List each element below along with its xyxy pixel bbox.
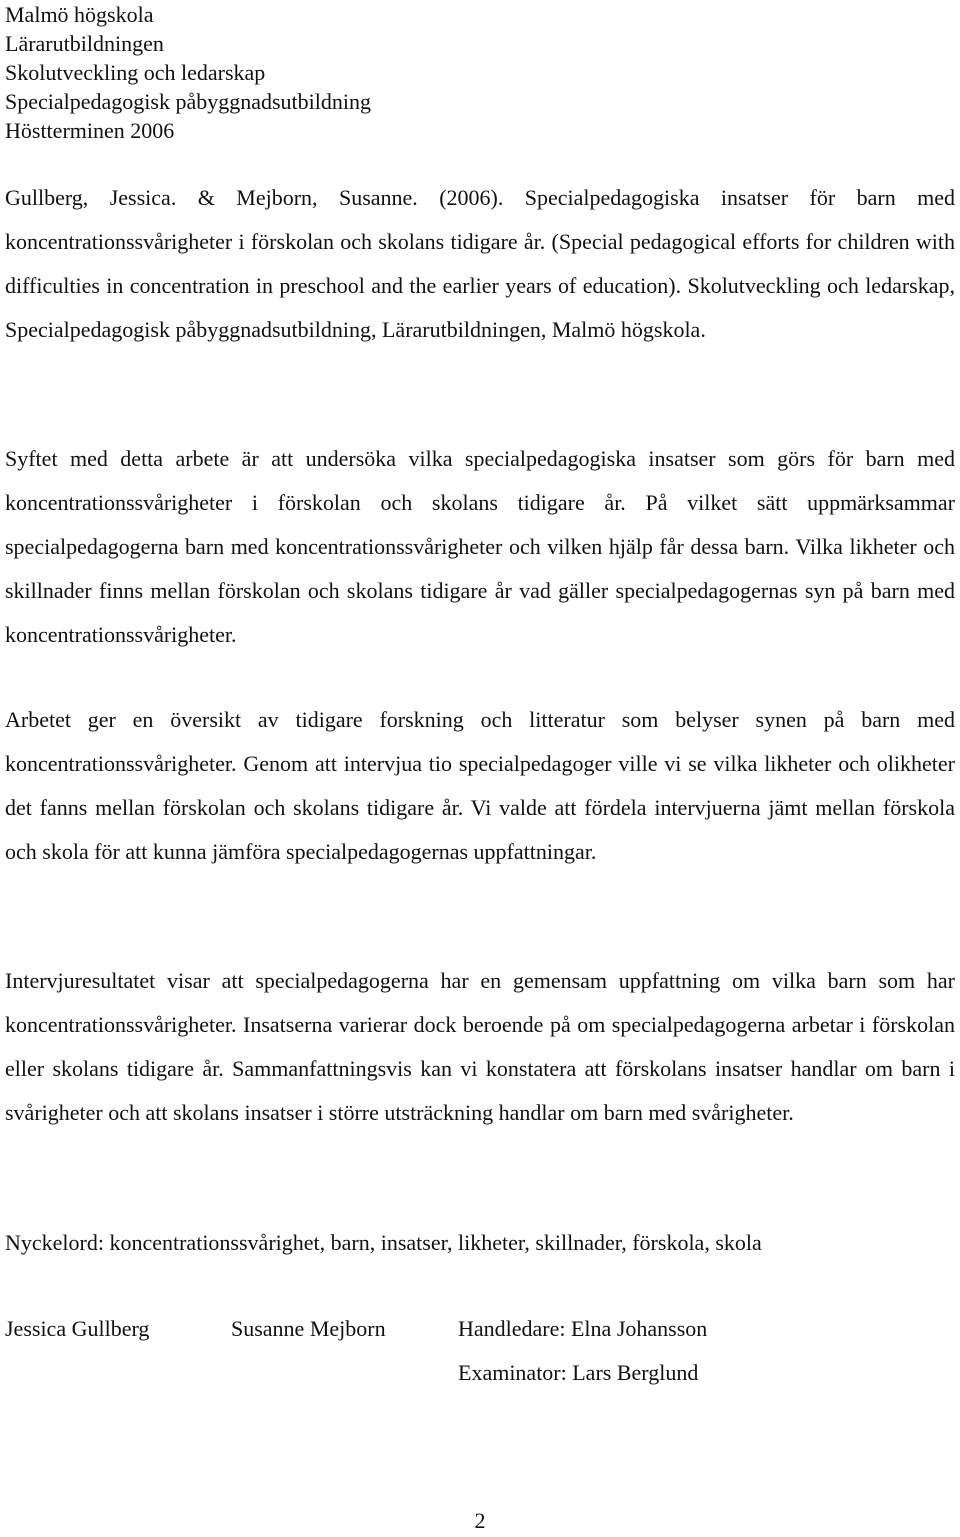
institution-header [5,0,705,145]
examiner-name: Examinator: Lars Berglund [458,1360,699,1385]
author-name-2: Susanne Mejborn [231,1316,386,1341]
header-course: Specialpedagogisk påbyggnadsutbildning [5,89,371,114]
supervisor-block [458,1307,707,1395]
page-number: 2 [474,1508,486,1533]
supervisor-name: Handledare: Elna Johansson [458,1316,708,1341]
citation-paragraph: Gullberg, Jessica. & Mejborn, Susanne. (2006). Specialpedagogiska insatser för barn med koncentrationssvårigheter i förskolan och skolans tidigare år. (Special pedagogical efforts for children with difficulties in concentration in preschool and the earlier years of education). Skolutveckling och ledarskap, Specialpedagogisk påbyggnadsutbildning, Lärarutbildningen, Malmö högskola. [5,185,955,342]
keywords-line: Nyckelord: koncentrationssvårighet, barn, insatser, likheter, skillnader, förskola, skola [5,1230,762,1255]
header-term: Höstterminen 2006 [5,118,175,143]
abstract-aim-paragraph: Syftet med detta arbete är att undersöka vilka specialpedagogiska insatser som görs för barn med koncentrationssvårigheter i förskolan och skolans tidigare år. På vilket sätt uppmärksammar specialpedagogerna barn med koncentrationssvårigheter och vilken hjälp får dessa barn. Vilka likheter och skillnader finns mellan förskolan och skolans tidigare år vad gäller specialpedagogernas syn på barn med koncentrationssvårigheter. [5,446,955,647]
header-program: Skolutveckling och ledarskap [5,60,266,85]
header-university: Malmö högskola [5,2,154,27]
author-name-1: Jessica Gullberg [5,1316,150,1341]
abstract-method-paragraph: Arbetet ger en översikt av tidigare forskning och litteratur som belyser synen på barn med koncentrationssvårigheter. Genom att intervjua tio specialpedagoger ville vi se vilka likheter och olikheter det fanns mellan förskolan och skolans tidigare år. Vi valde att fördela intervjuerna jämt mellan förskola och skola för att kunna jämföra specialpedagogernas uppfattningar. [5,707,955,864]
abstract-results-paragraph: Intervjuresultatet visar att specialpedagogerna har en gemensam uppfattning om vilka barn som har koncentrationssvårigheter. Insatserna varierar dock beroende på om specialpedagogerna arbetar i förskolan eller skolans tidigare år. Sammanfattningsvis kan vi konstatera att förskolans insatser handlar om barn i svårigheter och att skolans insatser i större utsträckning handlar om barn med svårigheter. [5,968,955,1125]
header-faculty: Lärarutbildningen [5,31,164,56]
